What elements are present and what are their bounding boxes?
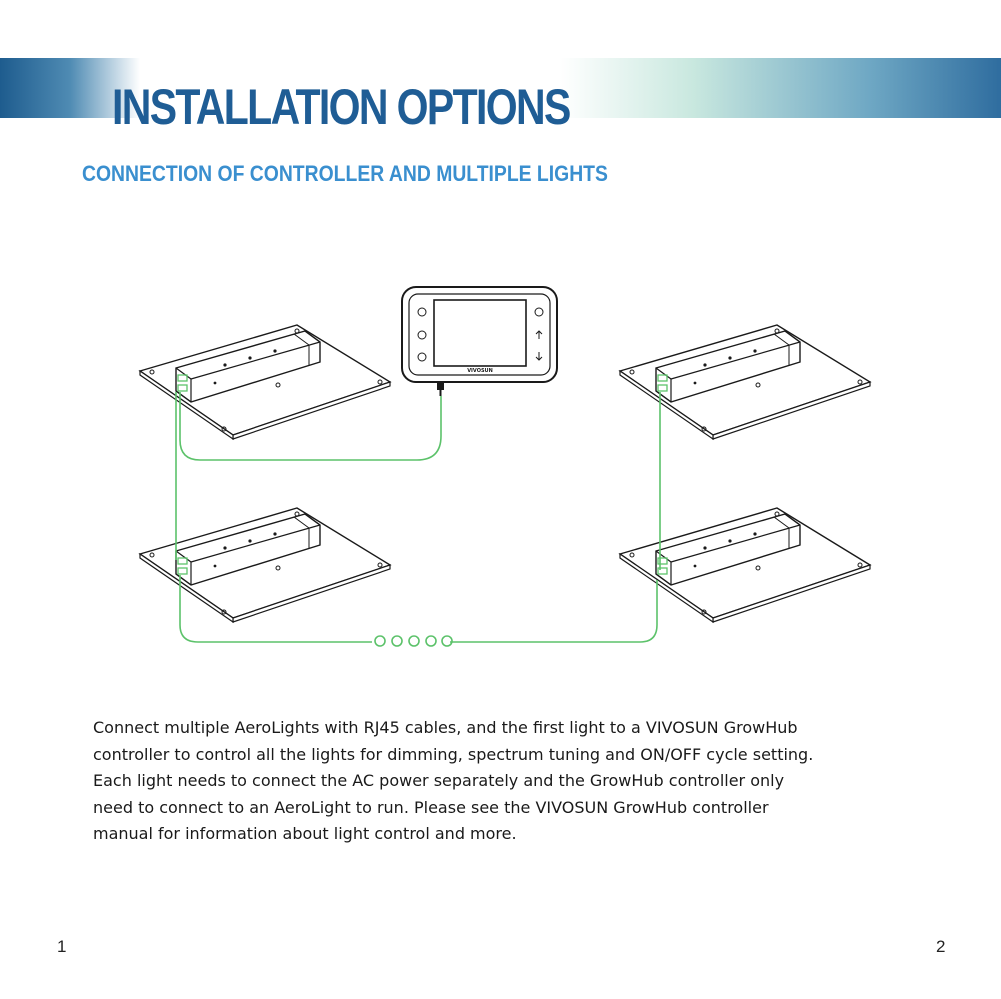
section-subtitle: CONNECTION OF CONTROLLER AND MULTIPLE LIGHTS	[82, 161, 608, 186]
light-top-right	[620, 325, 870, 439]
description-line: manual for information about light control and more.	[93, 824, 517, 843]
light-bottom-left	[140, 508, 390, 622]
description-paragraph	[93, 715, 953, 848]
description-line: need to connect to an AeroLight to run. Please see the VIVOSUN GrowHub controller	[93, 797, 769, 817]
description-line: Connect multiple AeroLights with RJ45 cables, and the first light to a VIVOSUN GrowHub	[93, 718, 798, 737]
page-number-left: 1	[57, 937, 67, 956]
cable-slack-coil	[375, 636, 452, 646]
controller-brand-label: VIVOSUN	[467, 368, 493, 374]
growhub-controller	[402, 287, 557, 396]
description-line: controller to control all the lights for dimming, spectrum tuning and ON/OFF cycle setting.	[93, 744, 814, 764]
light-top-left	[140, 325, 390, 439]
page-title: INSTALLATION OPTIONS	[112, 79, 570, 135]
description-line: Each light needs to connect the AC power separately and the GrowHub controller only	[93, 771, 785, 790]
page-number-right: 2	[936, 937, 946, 956]
